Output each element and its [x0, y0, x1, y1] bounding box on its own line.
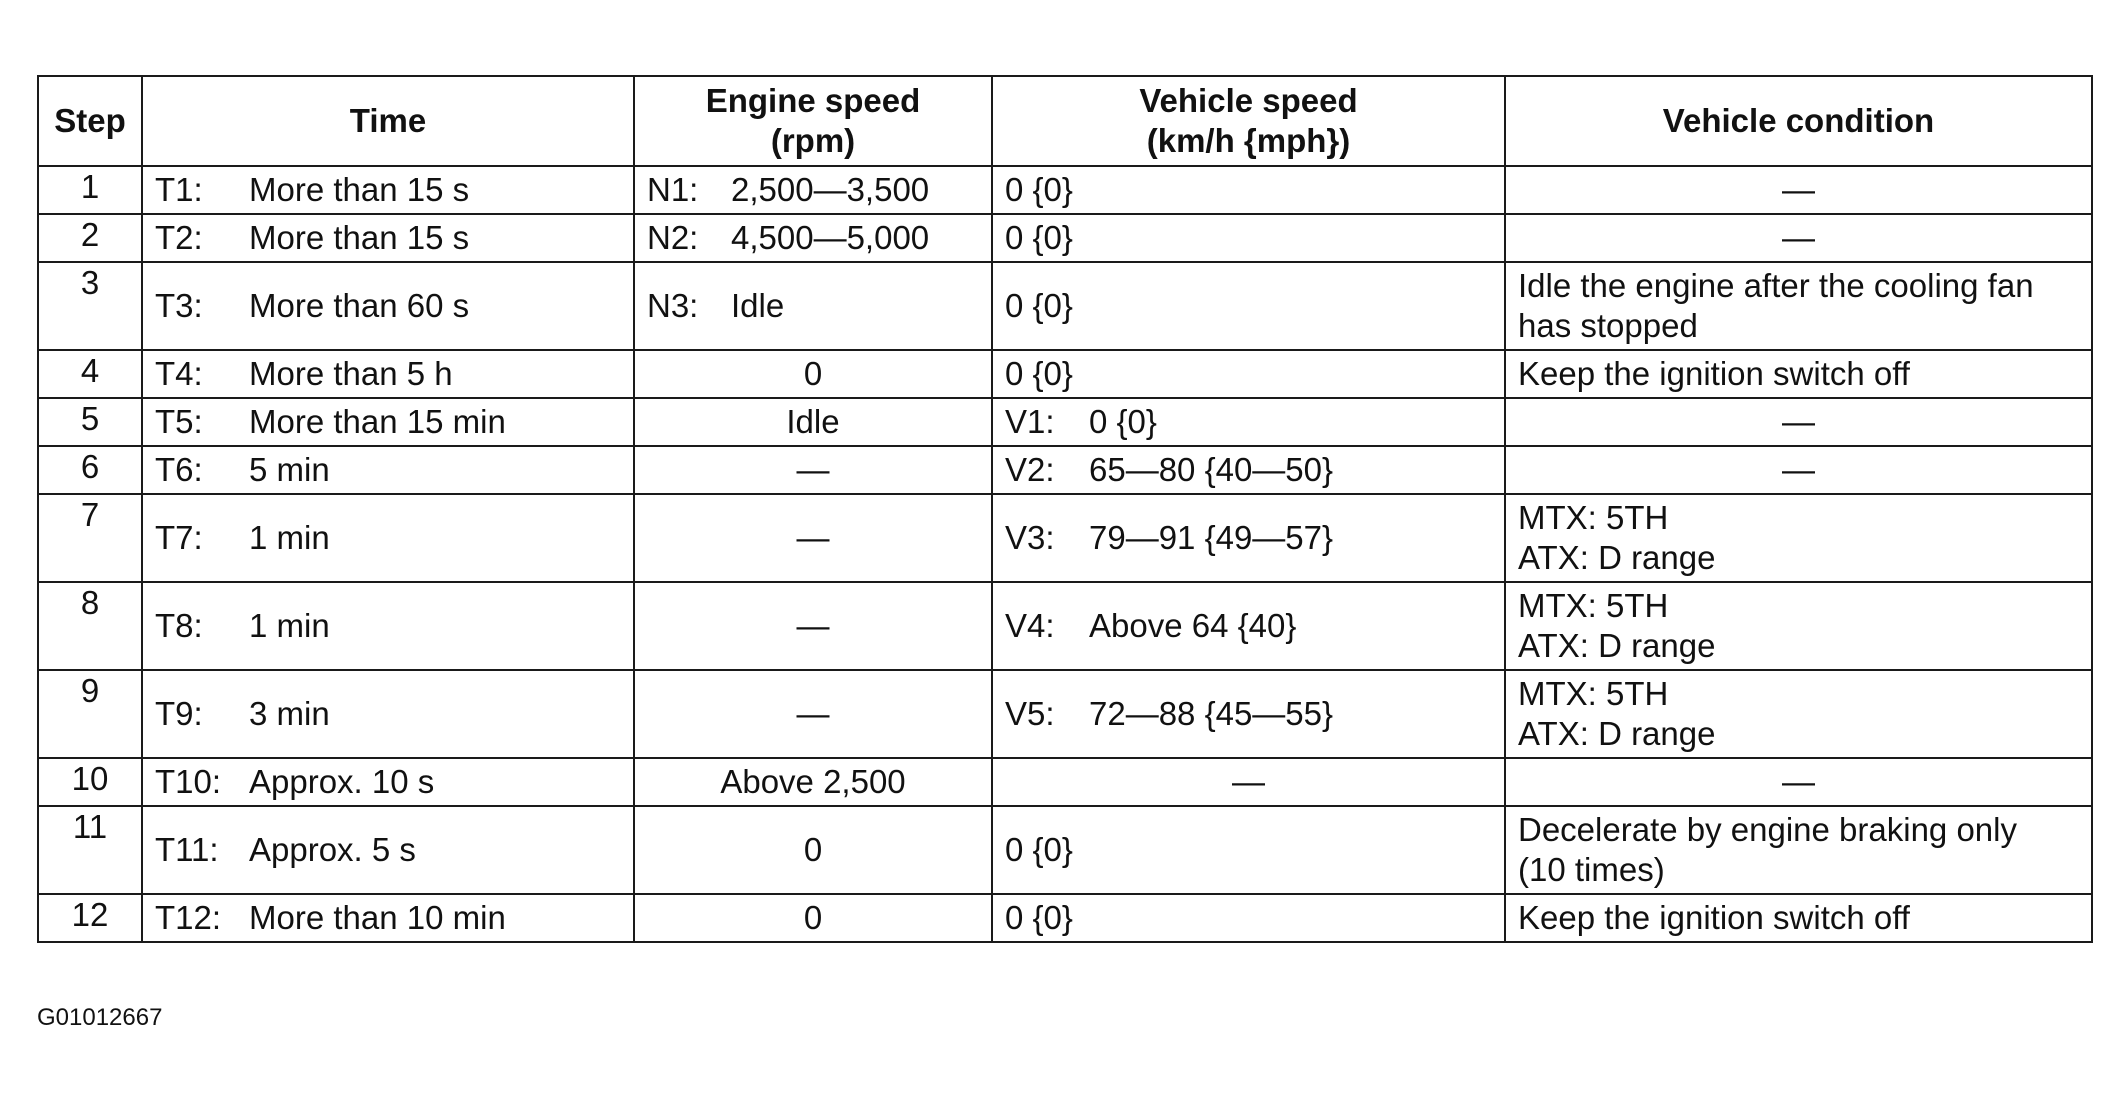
- condition-line: —: [1782, 219, 1815, 256]
- header-vehicle-speed-line1: Vehicle speed: [1139, 82, 1358, 119]
- vehicle-speed-label: V3:: [1005, 519, 1055, 556]
- vehicle-speed-cell: [992, 262, 1505, 350]
- time-cell: [142, 806, 634, 894]
- step-cell: 10: [38, 758, 142, 806]
- condition-line: —: [1782, 403, 1815, 440]
- time-value: Approx. 5 s: [249, 831, 416, 868]
- table-row: [38, 262, 2092, 350]
- table-row: [38, 166, 2092, 214]
- condition-line: Idle the engine after the cooling fan: [1518, 267, 2034, 304]
- time-label: T2:: [155, 219, 203, 256]
- condition-line: MTX: 5TH: [1518, 499, 1669, 536]
- time-value: Approx. 10 s: [249, 763, 435, 800]
- vehicle-speed-value: 72—88 {45—55}: [1089, 695, 1334, 732]
- vehicle-speed-cell: [992, 670, 1505, 758]
- vehicle-condition-cell: [1505, 494, 2092, 582]
- time-cell: [142, 214, 634, 262]
- table-row: [38, 398, 2092, 446]
- vehicle-speed-value: 0 {0}: [1089, 403, 1157, 440]
- engine-speed-value: Idle: [731, 287, 785, 324]
- engine-speed-cell: [634, 894, 992, 942]
- engine-speed-value: Above 2,500: [720, 763, 906, 800]
- time-cell: [142, 582, 634, 670]
- vehicle-speed-label: V4:: [1005, 607, 1055, 644]
- header-time: Time: [142, 76, 634, 166]
- vehicle-condition-cell: [1505, 214, 2092, 262]
- vehicle-condition-cell: [1505, 758, 2092, 806]
- engine-speed-value: 4,500—5,000: [731, 219, 930, 256]
- header-step: Step: [38, 76, 142, 166]
- condition-line: ATX: D range: [1518, 539, 1716, 576]
- table-row: [38, 894, 2092, 942]
- time-value: More than 15 min: [249, 403, 506, 440]
- engine-speed-value: 2,500—3,500: [731, 171, 930, 208]
- vehicle-condition-cell: [1505, 446, 2092, 494]
- step-cell: 11: [38, 806, 142, 894]
- step-cell: 3: [38, 262, 142, 350]
- vehicle-speed-value: 79—91 {49—57}: [1089, 519, 1334, 556]
- table-row: [38, 494, 2092, 582]
- engine-speed-label: N1:: [647, 171, 699, 208]
- table-row: [38, 214, 2092, 262]
- vehicle-speed-value: 65—80 {40—50}: [1089, 451, 1334, 488]
- condition-line: Keep the ignition switch off: [1518, 355, 1910, 392]
- vehicle-speed-value: 0 {0}: [1005, 831, 1073, 868]
- header-engine-speed: [634, 76, 992, 166]
- time-label: T8:: [155, 607, 203, 644]
- engine-speed-cell: [634, 670, 992, 758]
- step-cell: 4: [38, 350, 142, 398]
- engine-speed-value: —: [796, 451, 830, 488]
- engine-speed-cell: [634, 494, 992, 582]
- time-label: T4:: [155, 355, 203, 392]
- time-value: 1 min: [249, 607, 330, 644]
- vehicle-speed-value: 0 {0}: [1005, 355, 1073, 392]
- vehicle-condition-cell: [1505, 166, 2092, 214]
- vehicle-speed-value: 0 {0}: [1005, 219, 1073, 256]
- vehicle-condition-cell: [1505, 894, 2092, 942]
- engine-speed-value: —: [796, 519, 830, 556]
- time-value: More than 15 s: [249, 219, 470, 256]
- condition-line: ATX: D range: [1518, 627, 1716, 664]
- condition-line: Keep the ignition switch off: [1518, 899, 1910, 936]
- vehicle-speed-cell: [992, 214, 1505, 262]
- condition-line: has stopped: [1518, 307, 1698, 344]
- step-cell: 6: [38, 446, 142, 494]
- vehicle-speed-cell: [992, 894, 1505, 942]
- time-value: 5 min: [249, 451, 330, 488]
- vehicle-speed-cell: [992, 758, 1505, 806]
- step-cell: 1: [38, 166, 142, 214]
- condition-line: MTX: 5TH: [1518, 675, 1669, 712]
- engine-speed-value: —: [796, 695, 830, 732]
- vehicle-speed-cell: [992, 350, 1505, 398]
- engine-speed-cell: [634, 806, 992, 894]
- condition-line: —: [1782, 451, 1815, 488]
- engine-speed-label: N2:: [647, 219, 699, 256]
- step-cell: 7: [38, 494, 142, 582]
- header-vehicle-speed-line2: (km/h {mph}): [1146, 122, 1351, 159]
- time-cell: [142, 350, 634, 398]
- engine-speed-value: Idle: [786, 403, 840, 440]
- step-cell: 2: [38, 214, 142, 262]
- vehicle-speed-cell: [992, 166, 1505, 214]
- table-row: [38, 670, 2092, 758]
- step-cell: 5: [38, 398, 142, 446]
- drive-cycle-table: [37, 75, 2093, 943]
- vehicle-speed-cell: [992, 398, 1505, 446]
- engine-speed-value: 0: [803, 831, 823, 868]
- table-row: [38, 350, 2092, 398]
- vehicle-condition-cell: [1505, 350, 2092, 398]
- time-cell: [142, 166, 634, 214]
- time-cell: [142, 398, 634, 446]
- vehicle-speed-cell: [992, 806, 1505, 894]
- condition-line: —: [1782, 763, 1815, 800]
- step-cell: 12: [38, 894, 142, 942]
- time-value: 1 min: [249, 519, 330, 556]
- vehicle-speed-label: V1:: [1005, 403, 1055, 440]
- time-label: T5:: [155, 403, 203, 440]
- table-row: [38, 758, 2092, 806]
- condition-line: (10 times): [1518, 851, 1665, 888]
- condition-line: —: [1782, 171, 1815, 208]
- time-value: 3 min: [249, 695, 330, 732]
- condition-line: MTX: 5TH: [1518, 587, 1669, 624]
- condition-line: ATX: D range: [1518, 715, 1716, 752]
- time-label: T9:: [155, 695, 203, 732]
- step-cell: 9: [38, 670, 142, 758]
- header-engine-speed-line1: Engine speed: [705, 82, 921, 119]
- time-cell: [142, 494, 634, 582]
- engine-speed-cell: [634, 446, 992, 494]
- time-cell: [142, 446, 634, 494]
- time-cell: [142, 262, 634, 350]
- vehicle-speed-cell: [992, 494, 1505, 582]
- vehicle-speed-cell: [992, 446, 1505, 494]
- engine-speed-value: 0: [803, 355, 823, 392]
- vehicle-speed-value: 0 {0}: [1005, 287, 1073, 324]
- engine-speed-cell: [634, 262, 992, 350]
- table-row: [38, 582, 2092, 670]
- vehicle-condition-cell: [1505, 398, 2092, 446]
- engine-speed-cell: [634, 214, 992, 262]
- vehicle-speed-label: V5:: [1005, 695, 1055, 732]
- vehicle-speed-value: 0 {0}: [1005, 171, 1073, 208]
- engine-speed-value: 0: [803, 899, 823, 936]
- time-label: T12:: [155, 899, 222, 936]
- engine-speed-cell: [634, 398, 992, 446]
- engine-speed-cell: [634, 582, 992, 670]
- vehicle-condition-cell: [1505, 806, 2092, 894]
- time-label: T11:: [155, 831, 219, 868]
- vehicle-speed-cell: [992, 582, 1505, 670]
- header-engine-speed-line2: (rpm): [770, 122, 856, 159]
- time-label: T1:: [155, 171, 203, 208]
- vehicle-condition-cell: [1505, 582, 2092, 670]
- time-label: T6:: [155, 451, 203, 488]
- condition-line: Decelerate by engine braking only: [1518, 811, 2017, 848]
- time-value: More than 5 h: [249, 355, 453, 392]
- vehicle-speed-value: 0 {0}: [1005, 899, 1073, 936]
- time-value: More than 10 min: [249, 899, 506, 936]
- vehicle-speed-label: V2:: [1005, 451, 1055, 488]
- header-vehicle-speed: [992, 76, 1505, 166]
- figure-id: G01012667: [37, 1004, 163, 1031]
- vehicle-speed-value: Above 64 {40}: [1089, 607, 1297, 644]
- header-row: [38, 76, 2092, 166]
- time-value: More than 60 s: [249, 287, 470, 324]
- engine-speed-cell: [634, 758, 992, 806]
- engine-speed-cell: [634, 166, 992, 214]
- header-vehicle-condition: Vehicle condition: [1505, 76, 2092, 166]
- vehicle-speed-value: —: [1232, 763, 1265, 800]
- time-cell: [142, 758, 634, 806]
- time-label: T3:: [155, 287, 203, 324]
- step-cell: 8: [38, 582, 142, 670]
- table-row: [38, 806, 2092, 894]
- time-cell: [142, 894, 634, 942]
- table-row: [38, 446, 2092, 494]
- vehicle-condition-cell: [1505, 670, 2092, 758]
- engine-speed-value: —: [796, 607, 830, 644]
- vehicle-condition-cell: [1505, 262, 2092, 350]
- time-label: T10:: [155, 763, 222, 800]
- time-value: More than 15 s: [249, 171, 470, 208]
- engine-speed-cell: [634, 350, 992, 398]
- time-cell: [142, 670, 634, 758]
- engine-speed-label: N3:: [647, 287, 699, 324]
- time-label: T7:: [155, 519, 203, 556]
